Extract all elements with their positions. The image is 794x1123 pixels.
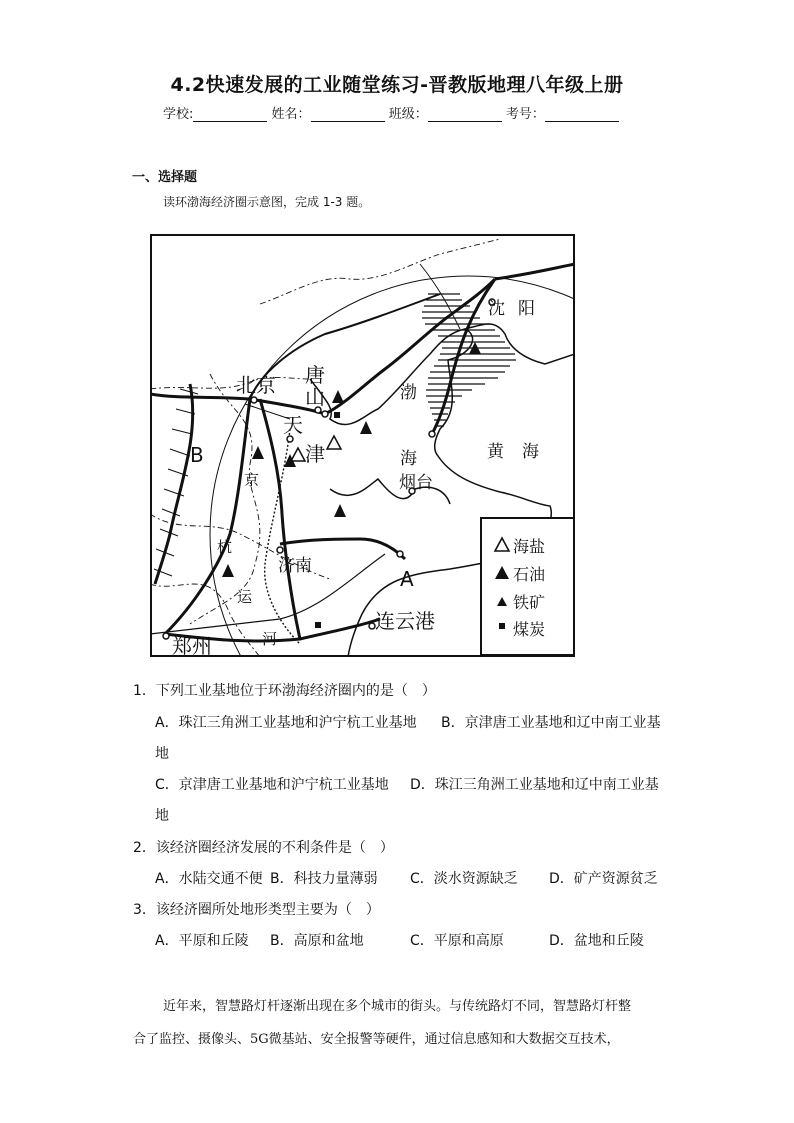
liao-river	[420, 264, 460, 329]
city-dot-qinhuangdao	[322, 411, 328, 417]
page-title: 4.2快速发展的工业随堂练习-晋教版地理八年级上册	[170, 74, 624, 96]
label-beijing: 北京	[236, 373, 276, 397]
question-2-option-d[interactable]: D．矿产资源贫乏	[549, 871, 658, 887]
map-instruction: 读环渤海经济圈示意图，完成 1-3 题。	[163, 195, 371, 209]
sea-salt-symbol	[327, 436, 341, 449]
exam-number-field[interactable]	[545, 107, 619, 122]
label-hang: 杭	[217, 538, 233, 556]
legend-coal-label: 煤炭	[513, 620, 546, 639]
oil-symbol	[332, 390, 344, 403]
class-field[interactable]	[428, 107, 502, 122]
legend-salt-label: 海盐	[513, 537, 546, 556]
question-1-option-b[interactable]: B．京津唐工业基地和辽中南工业基	[441, 715, 661, 731]
question-3-option-b[interactable]: B．高原和盆地	[270, 933, 364, 949]
label-a: A	[400, 567, 414, 591]
passage-line-1: 近年来，智慧路灯杆逐渐出现在多个城市的街头。与传统路灯不同，智慧路灯杆整	[163, 999, 632, 1014]
question-1-stem: 1．下列工业基地位于环渤海经济圈内的是（ ）	[133, 683, 436, 699]
railway-east	[495, 264, 575, 279]
question-3-option-a[interactable]: A．平原和丘陵	[155, 933, 249, 949]
question-1-option-d[interactable]: D．珠江三角洲工业基地和辽中南工业基	[410, 777, 659, 793]
label-jing: 京	[244, 471, 260, 489]
label-shenyang-1: 沈	[488, 299, 505, 319]
city-dot-jinan	[277, 547, 283, 553]
city-dot-zhengzhou	[163, 633, 169, 639]
question-1-option-b-wrap: 地	[155, 746, 169, 762]
taihang-mountains	[155, 384, 193, 584]
label-lianyungang: 连云港	[375, 609, 435, 633]
class-label: 班级：	[388, 107, 428, 122]
question-2-option-b[interactable]: B．科技力量薄弱	[270, 871, 378, 887]
label-zhengzhou: 郑州	[172, 634, 212, 657]
oil-symbol	[222, 564, 234, 577]
coal-symbol	[315, 622, 321, 628]
school-label: 学校:	[163, 107, 194, 122]
oil-symbol	[252, 446, 264, 459]
city-dot-dalian	[397, 551, 403, 557]
city-dot-port	[429, 431, 435, 437]
question-3-stem: 3．该经济圈所处地形类型主要为（ ）	[133, 902, 380, 918]
label-he: 河	[262, 630, 278, 648]
name-label: 姓名：	[271, 107, 311, 122]
province-border	[260, 239, 500, 304]
school-field[interactable]	[193, 107, 267, 122]
railway-shijiazhuang	[150, 394, 250, 399]
railway-jingha	[250, 279, 495, 414]
map-legend	[481, 518, 574, 655]
label-yantai: 烟台	[399, 473, 433, 493]
question-2-option-a[interactable]: A．水陆交通不便	[155, 871, 263, 887]
label-jinan: 济南	[278, 556, 312, 576]
label-shenyang-2: 阳	[518, 299, 535, 319]
label-tianjin-2: 津	[305, 442, 325, 466]
question-2-option-c[interactable]: C．淡水资源缺乏	[410, 871, 518, 887]
label-huanghai-2: 海	[522, 442, 539, 462]
province-border	[150, 377, 310, 389]
yellow-river	[150, 554, 385, 634]
city-dot-beijing	[251, 397, 257, 403]
railway-liaodong	[432, 279, 495, 434]
bohai-economic-circle-map	[150, 234, 575, 657]
question-1-option-c[interactable]: C．京津唐工业基地和沪宁杭工业基地	[155, 777, 389, 793]
label-bohai-2: 海	[400, 449, 417, 469]
sea-salt-symbol	[291, 448, 305, 461]
question-3-option-d[interactable]: D．盆地和丘陵	[549, 933, 644, 949]
section-title: 一、选择题	[132, 170, 198, 185]
label-tianjin-1: 天	[283, 413, 303, 437]
question-1-option-d-wrap: 地	[155, 808, 169, 824]
question-1-option-a[interactable]: A．珠江三角洲工业基地和沪宁杭工业基地	[155, 715, 417, 731]
label-yun: 运	[237, 588, 253, 606]
oil-symbol	[334, 504, 346, 517]
legend-oil-label: 石油	[513, 565, 546, 584]
name-field[interactable]	[311, 107, 385, 122]
oil-symbol	[360, 421, 372, 434]
coal-symbol	[334, 412, 340, 418]
legend-coal-icon	[499, 623, 505, 629]
label-huanghai-1: 黄	[487, 442, 504, 462]
question-3-option-c[interactable]: C．平原和高原	[410, 933, 504, 949]
label-tangshan-1: 唐	[305, 363, 325, 387]
passage-line-2: 合了监控、摄像头、5G微基站、安全报警等硬件，通过信息感知和大数据交互技术，	[133, 1032, 620, 1047]
legend-iron-label: 铁矿	[513, 593, 546, 612]
exam-number-label: 考号：	[505, 107, 545, 122]
student-info-line	[163, 103, 619, 122]
label-tangshan-2: 山	[305, 385, 325, 409]
question-2-stem: 2．该经济圈经济发展的不利条件是（ ）	[133, 840, 394, 856]
label-bohai-1: 渤	[400, 383, 417, 403]
label-b: B	[190, 443, 204, 467]
